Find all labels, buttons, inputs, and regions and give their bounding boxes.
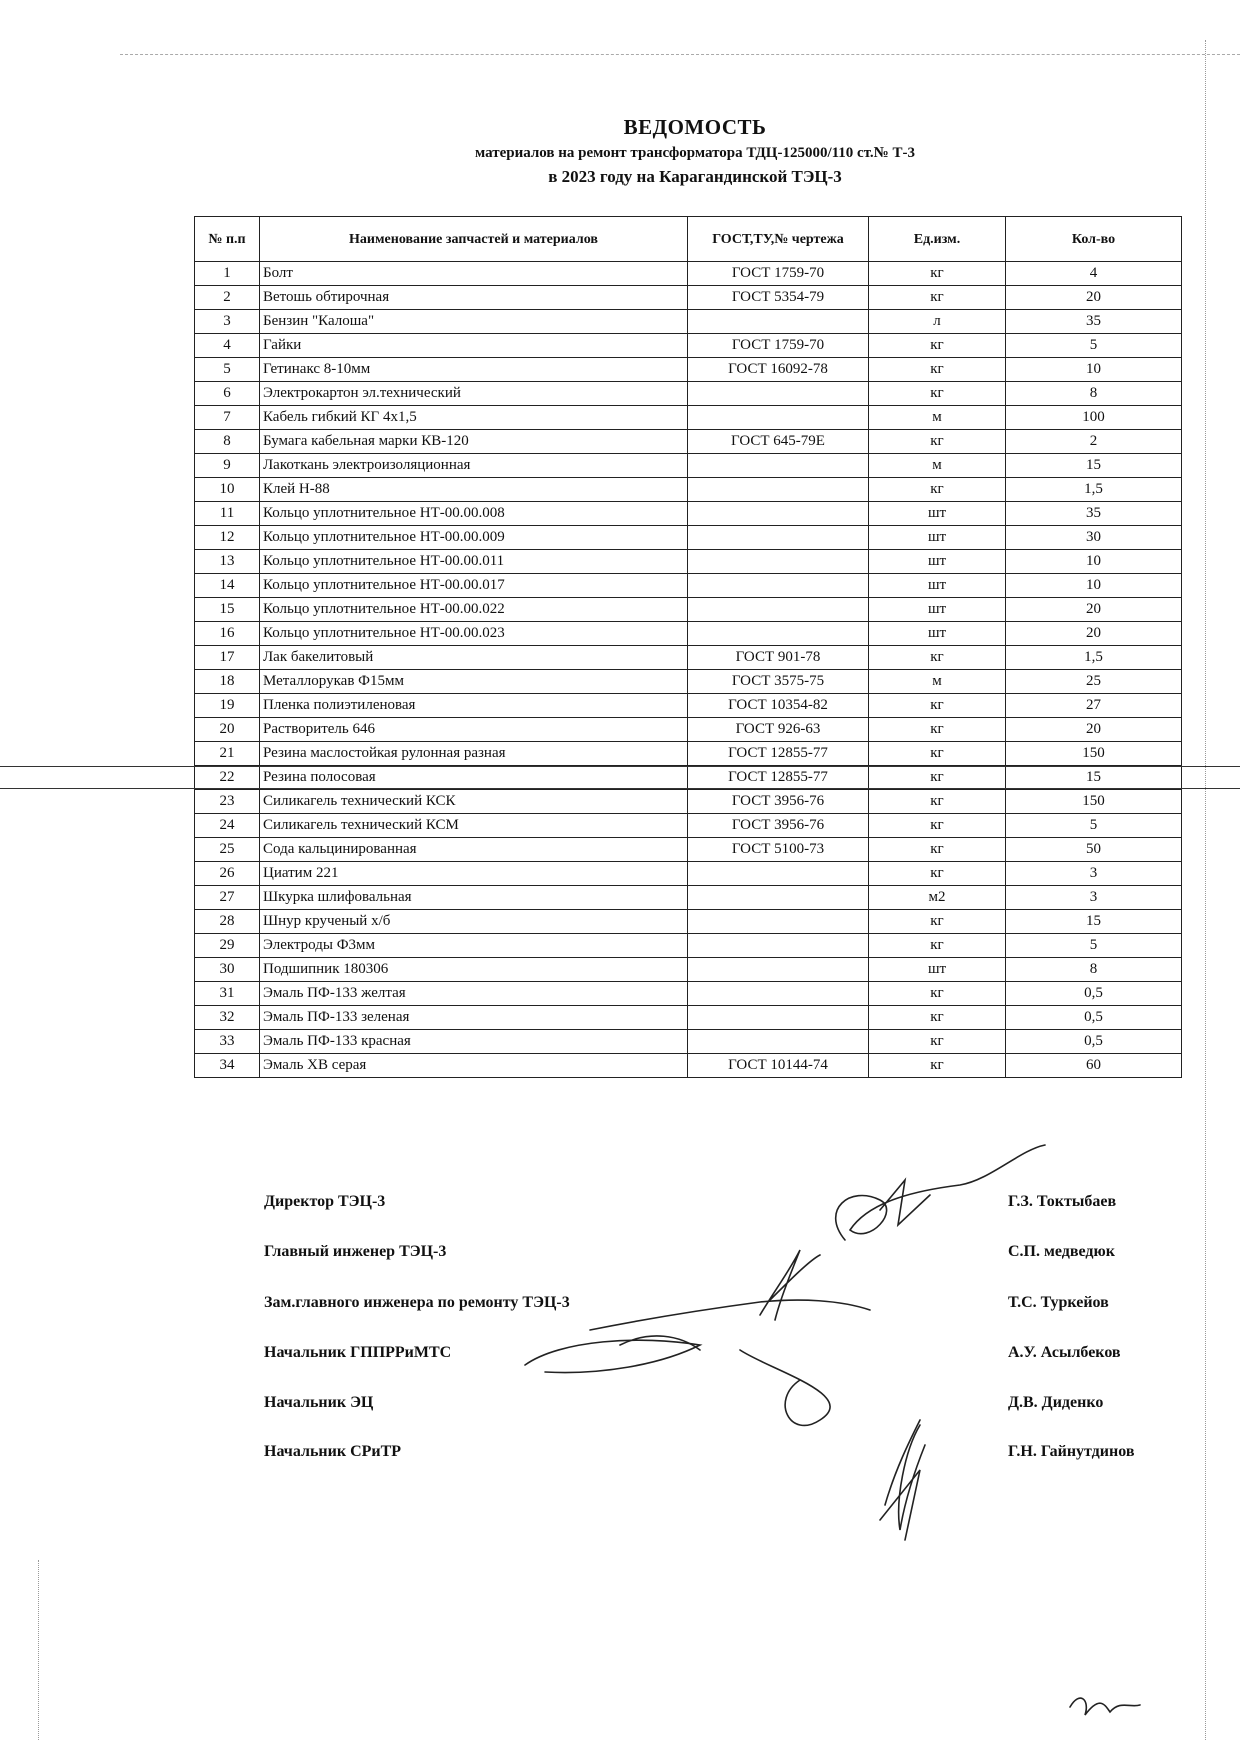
cell-name: Резина маслостойкая рулонная разная (260, 742, 688, 766)
cell-number: 29 (195, 934, 260, 958)
document-subtitle-year: в 2023 году на Карагандинской ТЭЦ-3 (548, 167, 842, 186)
cell-number: 3 (195, 310, 260, 334)
cell-gost: ГОСТ 12855-77 (688, 766, 869, 790)
cell-number: 32 (195, 1006, 260, 1030)
cell-name: Растворитель 646 (260, 718, 688, 742)
cell-quantity: 3 (1006, 862, 1182, 886)
cell-gost: ГОСТ 5100-73 (688, 838, 869, 862)
cell-unit: кг (869, 1030, 1006, 1054)
cell-quantity: 5 (1006, 334, 1182, 358)
cell-quantity: 1,5 (1006, 646, 1182, 670)
cell-unit: кг (869, 718, 1006, 742)
cell-gost: ГОСТ 3956-76 (688, 790, 869, 814)
cell-gost: ГОСТ 16092-78 (688, 358, 869, 382)
cell-name: Силикагель технический КСМ (260, 814, 688, 838)
signatory-name: Д.В. Диденко (1008, 1394, 1104, 1411)
cell-name: Кольцо уплотнительное НТ-00.00.022 (260, 598, 688, 622)
cell-number: 1 (195, 262, 260, 286)
cell-unit: кг (869, 838, 1006, 862)
cell-unit: кг (869, 358, 1006, 382)
cell-unit: м (869, 454, 1006, 478)
cell-quantity: 27 (1006, 694, 1182, 718)
cell-unit: кг (869, 742, 1006, 766)
cell-name: Эмаль ПФ-133 красная (260, 1030, 688, 1054)
cell-quantity: 100 (1006, 406, 1182, 430)
cell-number: 24 (195, 814, 260, 838)
cell-unit: кг (869, 478, 1006, 502)
cell-name: Подшипник 180306 (260, 958, 688, 982)
cell-number: 30 (195, 958, 260, 982)
cell-name: Электроды Ф3мм (260, 934, 688, 958)
cell-quantity: 0,5 (1006, 1030, 1182, 1054)
cell-number: 22 (195, 766, 260, 790)
cell-unit: кг (869, 646, 1006, 670)
cell-unit: шт (869, 958, 1006, 982)
cell-gost: ГОСТ 3956-76 (688, 814, 869, 838)
cell-unit: шт (869, 574, 1006, 598)
cell-number: 15 (195, 598, 260, 622)
cell-quantity: 50 (1006, 838, 1182, 862)
cell-name: Резина полосовая (260, 766, 688, 790)
cell-unit: кг (869, 814, 1006, 838)
cell-unit: м (869, 670, 1006, 694)
cell-quantity: 35 (1006, 502, 1182, 526)
cell-quantity: 15 (1006, 766, 1182, 790)
cell-quantity: 30 (1006, 526, 1182, 550)
cell-quantity: 20 (1006, 598, 1182, 622)
cell-number: 33 (195, 1030, 260, 1054)
cell-gost: ГОСТ 12855-77 (688, 742, 869, 766)
cell-number: 13 (195, 550, 260, 574)
column-header-number: № п.п (195, 217, 260, 262)
cell-gost: ГОСТ 901-78 (688, 646, 869, 670)
cell-unit: кг (869, 862, 1006, 886)
cell-unit: шт (869, 502, 1006, 526)
cell-number: 6 (195, 382, 260, 406)
cell-number: 34 (195, 1054, 260, 1078)
cell-quantity: 8 (1006, 382, 1182, 406)
column-header-gost: ГОСТ,ТУ,№ чертежа (688, 217, 869, 262)
cell-name: Эмаль ХВ серая (260, 1054, 688, 1078)
cell-number: 27 (195, 886, 260, 910)
cell-number: 12 (195, 526, 260, 550)
cell-number: 14 (195, 574, 260, 598)
signatory-name: С.П. медведюк (1008, 1243, 1115, 1260)
cell-quantity: 4 (1006, 262, 1182, 286)
signatory-name: Т.С. Туркейов (1008, 1294, 1109, 1311)
cell-name: Лакоткань электроизоляционная (260, 454, 688, 478)
cell-quantity: 25 (1006, 670, 1182, 694)
cell-unit: кг (869, 1006, 1006, 1030)
signatory-name: Г.Н. Гайнутдинов (1008, 1443, 1135, 1460)
cell-unit: кг (869, 982, 1006, 1006)
cell-unit: кг (869, 334, 1006, 358)
signatory-name: А.У. Асылбеков (1008, 1344, 1121, 1361)
cell-number: 25 (195, 838, 260, 862)
document-title: ВЕДОМОСТЬ (623, 115, 767, 139)
cell-quantity: 3 (1006, 886, 1182, 910)
cell-name: Пленка полиэтиленовая (260, 694, 688, 718)
cell-number: 16 (195, 622, 260, 646)
cell-quantity: 10 (1006, 358, 1182, 382)
cell-name: Бензин "Калоша" (260, 310, 688, 334)
cell-unit: м (869, 406, 1006, 430)
cell-unit: кг (869, 286, 1006, 310)
cell-quantity: 35 (1006, 310, 1182, 334)
cell-number: 11 (195, 502, 260, 526)
cell-name: Кольцо уплотнительное НТ-00.00.008 (260, 502, 688, 526)
cell-number: 19 (195, 694, 260, 718)
cell-gost: ГОСТ 645-79Е (688, 430, 869, 454)
signatory-name: Г.З. Токтыбаев (1008, 1193, 1117, 1210)
cell-gost: ГОСТ 1759-70 (688, 334, 869, 358)
cell-gost: ГОСТ 3575-75 (688, 670, 869, 694)
cell-gost: ГОСТ 10354-82 (688, 694, 869, 718)
cell-name: Ветошь обтирочная (260, 286, 688, 310)
signatory-position: Директор ТЭЦ-3 (264, 1193, 386, 1210)
cell-name: Гетинакс 8-10мм (260, 358, 688, 382)
signatory-position: Зам.главного инженера по ремонту ТЭЦ-3 (264, 1294, 570, 1311)
document-subtitle: материалов на ремонт трансформатора ТДЦ-125000/110 ст.№ Т-3 (474, 145, 916, 161)
cell-name: Сода кальцинированная (260, 838, 688, 862)
cell-number: 23 (195, 790, 260, 814)
cell-name: Кабель гибкий КГ 4х1,5 (260, 406, 688, 430)
cell-quantity: 5 (1006, 814, 1182, 838)
cell-unit: кг (869, 694, 1006, 718)
cell-quantity: 2 (1006, 430, 1182, 454)
cell-quantity: 0,5 (1006, 1006, 1182, 1030)
cell-name: Бумага кабельная марки КВ-120 (260, 430, 688, 454)
signatory-position: Начальник ЭЦ (264, 1394, 374, 1411)
cell-name: Кольцо уплотнительное НТ-00.00.023 (260, 622, 688, 646)
cell-quantity: 20 (1006, 718, 1182, 742)
signature-head-ets (899, 1425, 925, 1530)
column-header-name: Наименование запчастей и материалов (260, 217, 688, 262)
cell-unit: шт (869, 526, 1006, 550)
cell-unit: кг (869, 262, 1006, 286)
cell-number: 9 (195, 454, 260, 478)
cell-quantity: 20 (1006, 286, 1182, 310)
cell-quantity: 5 (1006, 934, 1182, 958)
cell-gost: ГОСТ 1759-70 (688, 262, 869, 286)
cell-number: 26 (195, 862, 260, 886)
cell-unit: л (869, 310, 1006, 334)
cell-name: Эмаль ПФ-133 желтая (260, 982, 688, 1006)
cell-unit: кг (869, 934, 1006, 958)
cell-number: 7 (195, 406, 260, 430)
signatory-position: Начальник СРиТР (264, 1443, 402, 1460)
cell-number: 21 (195, 742, 260, 766)
cell-quantity: 15 (1006, 454, 1182, 478)
cell-number: 5 (195, 358, 260, 382)
cell-gost: ГОСТ 5354-79 (688, 286, 869, 310)
cell-unit: шт (869, 598, 1006, 622)
cell-quantity: 0,5 (1006, 982, 1182, 1006)
signature-chief-engineer (760, 1250, 820, 1320)
cell-unit: шт (869, 622, 1006, 646)
cell-name: Гайки (260, 334, 688, 358)
cell-quantity: 20 (1006, 622, 1182, 646)
cell-unit: кг (869, 382, 1006, 406)
cell-quantity: 10 (1006, 574, 1182, 598)
cell-unit: шт (869, 550, 1006, 574)
signature-director (836, 1145, 1045, 1240)
cell-quantity: 15 (1006, 910, 1182, 934)
cell-number: 28 (195, 910, 260, 934)
cell-number: 10 (195, 478, 260, 502)
cell-name: Кольцо уплотнительное НТ-00.00.011 (260, 550, 688, 574)
cell-quantity: 60 (1006, 1054, 1182, 1078)
cell-unit: кг (869, 1054, 1006, 1078)
cell-name: Эмаль ПФ-133 зеленая (260, 1006, 688, 1030)
cell-name: Шкурка шлифовальная (260, 886, 688, 910)
cell-name: Кольцо уплотнительное НТ-00.00.009 (260, 526, 688, 550)
signature-head-gpprrimts (525, 1340, 830, 1425)
cell-name: Клей Н-88 (260, 478, 688, 502)
cell-number: 8 (195, 430, 260, 454)
cell-unit: кг (869, 790, 1006, 814)
cell-quantity: 10 (1006, 550, 1182, 574)
cell-unit: м2 (869, 886, 1006, 910)
cell-number: 4 (195, 334, 260, 358)
cell-unit: кг (869, 430, 1006, 454)
signature-bottom-initials (1070, 1698, 1140, 1715)
cell-name: Металлорукав Ф15мм (260, 670, 688, 694)
cell-number: 17 (195, 646, 260, 670)
cell-quantity: 150 (1006, 790, 1182, 814)
cell-name: Шнур крученый х/б (260, 910, 688, 934)
cell-name: Силикагель технический КСК (260, 790, 688, 814)
cell-quantity: 1,5 (1006, 478, 1182, 502)
cell-number: 18 (195, 670, 260, 694)
cell-gost: ГОСТ 10144-74 (688, 1054, 869, 1078)
cell-number: 31 (195, 982, 260, 1006)
cell-unit: кг (869, 766, 1006, 790)
cell-number: 2 (195, 286, 260, 310)
column-header-unit: Ед.изм. (869, 217, 1006, 262)
cell-name: Кольцо уплотнительное НТ-00.00.017 (260, 574, 688, 598)
cell-quantity: 150 (1006, 742, 1182, 766)
column-header-quantity: Кол-во (1006, 217, 1182, 262)
cell-gost: ГОСТ 926-63 (688, 718, 869, 742)
signatory-position: Главный инженер ТЭЦ-3 (264, 1243, 447, 1260)
cell-number: 20 (195, 718, 260, 742)
signature-deputy (590, 1300, 870, 1350)
cell-name: Электрокартон эл.технический (260, 382, 688, 406)
cell-name: Болт (260, 262, 688, 286)
cell-quantity: 8 (1006, 958, 1182, 982)
cell-unit: кг (869, 910, 1006, 934)
cell-name: Лак бакелитовый (260, 646, 688, 670)
signatory-position: Начальник ГППРРиМТС (264, 1344, 452, 1361)
cell-name: Циатим 221 (260, 862, 688, 886)
